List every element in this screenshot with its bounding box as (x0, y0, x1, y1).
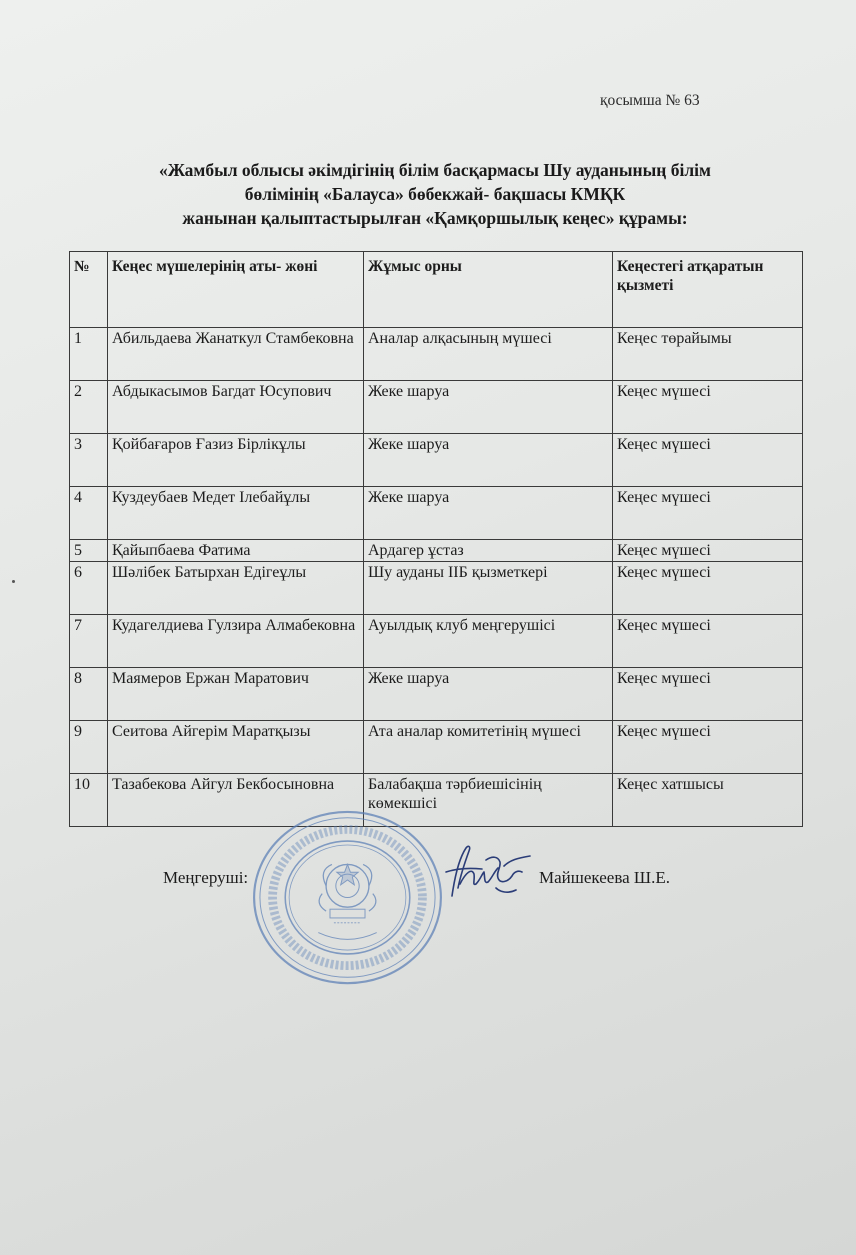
title-line-2: бөлімінің «Балауса» бөбекжай- бақшасы КМҚК (244, 184, 626, 204)
signature-icon (438, 838, 538, 908)
member-name: Куздеубаев Медет Ілебайұлы (108, 487, 364, 540)
row-number: 4 (70, 487, 108, 540)
council-members-table (69, 251, 803, 827)
row-number: 7 (70, 615, 108, 668)
member-role: Кеңес мүшесі (613, 487, 803, 540)
margin-speck (12, 580, 15, 583)
member-role: Кеңес мүшесі (613, 434, 803, 487)
table-row (70, 562, 803, 615)
header-workplace: Жұмыс орны (364, 252, 613, 328)
member-name: Сеитова Айгерім Маратқызы (108, 721, 364, 774)
member-name: Тазабекова Айгул Бекбосыновна (108, 774, 364, 827)
row-number: 9 (70, 721, 108, 774)
table-row (70, 721, 803, 774)
position-label: Меңгеруші: (163, 868, 249, 887)
header-role: Кеңестегі атқаратын қызметі (613, 252, 803, 328)
document-title (60, 158, 810, 230)
member-name: Қойбағаров Ғазиз Бірлікұлы (108, 434, 364, 487)
header-name: Кеңес мүшелерінің аты- жөні (108, 252, 364, 328)
member-role: Кеңес мүшесі (613, 668, 803, 721)
title-line-1: «Жамбыл облысы әкімдігінің білім басқармасы Шу ауданының білім (159, 160, 711, 180)
table-row (70, 328, 803, 381)
table-row (70, 434, 803, 487)
member-role: Кеңес мүшесі (613, 615, 803, 668)
member-workplace: Аналар алқасының мүшесі (364, 328, 613, 381)
member-workplace: Ауылдық клуб меңгерушісі (364, 615, 613, 668)
member-name: Қайыпбаева Фатима (108, 540, 364, 562)
member-role: Кеңес мүшесі (613, 540, 803, 562)
member-workplace: Жеке шаруа (364, 668, 613, 721)
header-number: № (70, 252, 108, 328)
member-name: Кудагелдиева Гулзира Алмабековна (108, 615, 364, 668)
table-row (70, 615, 803, 668)
member-name: Абдыкасымов Багдат Юсупович (108, 381, 364, 434)
member-role: Кеңес мүшесі (613, 381, 803, 434)
official-seal-icon (250, 808, 445, 988)
member-name: Маямеров Ержан Маратович (108, 668, 364, 721)
member-role: Кеңес мүшесі (613, 721, 803, 774)
member-workplace: Ата аналар комитетінің мүшесі (364, 721, 613, 774)
title-line-3: жанынан қалыптастырылған «Қамқоршылық кеңес» құрамы: (182, 208, 688, 228)
member-workplace: Жеке шаруа (364, 381, 613, 434)
signatory-name: Майшекеева Ш.Е. (539, 868, 670, 887)
table-row (70, 540, 803, 562)
row-number: 10 (70, 774, 108, 827)
row-number: 5 (70, 540, 108, 562)
table-row (70, 487, 803, 540)
row-number: 3 (70, 434, 108, 487)
member-workplace: Ардагер ұстаз (364, 540, 613, 562)
member-workplace: Жеке шаруа (364, 487, 613, 540)
table-row (70, 381, 803, 434)
member-workplace: Балабақша тәрбиешісінің көмекшісі (364, 774, 613, 827)
table-row (70, 668, 803, 721)
row-number: 2 (70, 381, 108, 434)
member-workplace: Шу ауданы ІІБ қызметкері (364, 562, 613, 615)
member-role: Кеңес хатшысы (613, 774, 803, 827)
row-number: 8 (70, 668, 108, 721)
member-role: Кеңес мүшесі (613, 562, 803, 615)
member-workplace: Жеке шаруа (364, 434, 613, 487)
table-header-row (70, 252, 803, 328)
member-role: Кеңес төрайымы (613, 328, 803, 381)
row-number: 1 (70, 328, 108, 381)
annex-number: қосымша № 63 (600, 92, 700, 109)
member-name: Шәлібек Батырхан Едігеұлы (108, 562, 364, 615)
row-number: 6 (70, 562, 108, 615)
member-name: Абильдаева Жанаткул Стамбековна (108, 328, 364, 381)
